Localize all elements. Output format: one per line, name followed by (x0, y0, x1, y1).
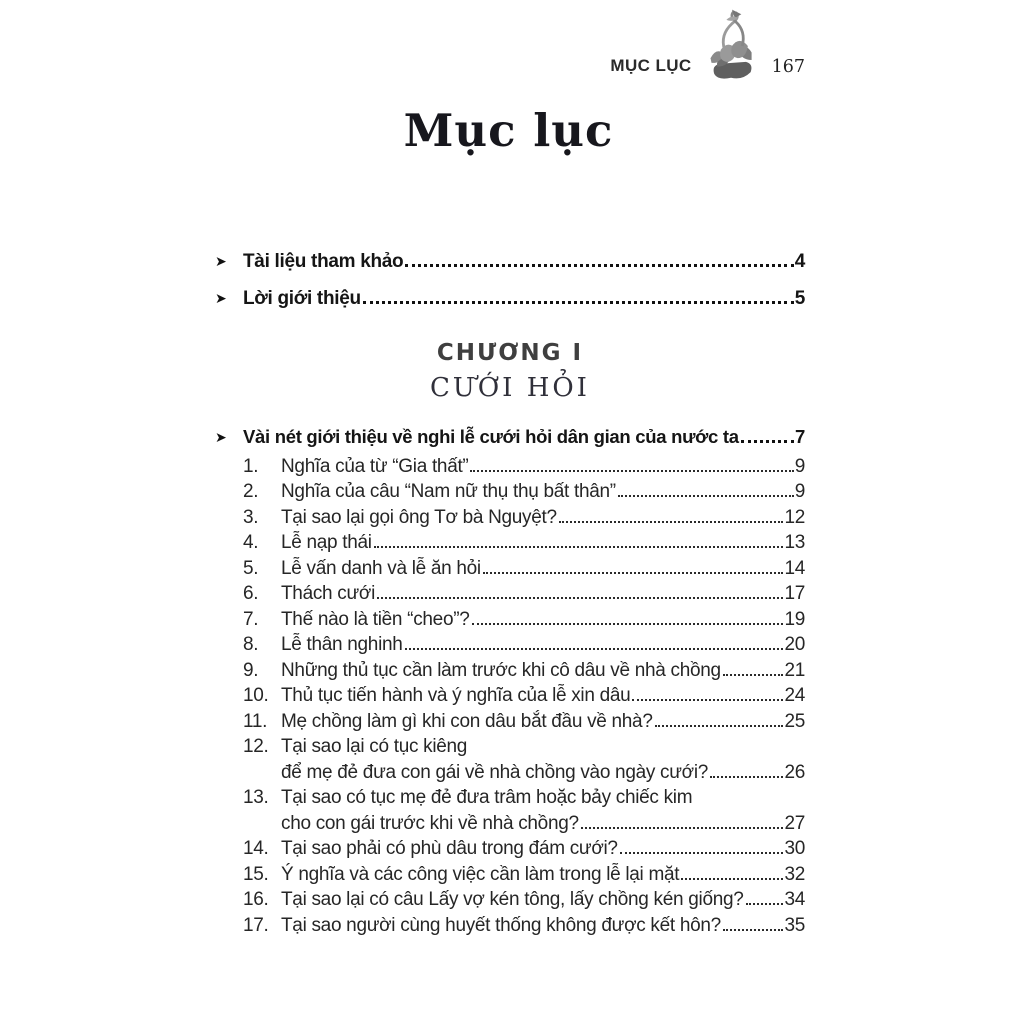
toc-item-line (215, 683, 805, 709)
item-label: Ý nghĩa và các công việc cần làm trong lễ lại mặt (281, 863, 680, 885)
item-number: 12. (243, 736, 269, 758)
toc-item (215, 556, 805, 582)
toc-item-line (215, 479, 805, 505)
item-number: 9. (243, 659, 259, 681)
item-label: để mẹ đẻ đưa con gái về nhà chồng vào ngày cưới? (281, 761, 709, 783)
dot-leader (723, 929, 784, 931)
item-number: 10. (243, 685, 269, 707)
item-page: 19 (784, 608, 805, 630)
item-label: Thủ tục tiến hành và ý nghĩa của lễ xin dâu (281, 685, 631, 707)
dot-leader (746, 903, 784, 905)
dot-leader (483, 572, 784, 574)
item-number: 11. (243, 710, 268, 732)
toc-item (215, 530, 805, 556)
front-entry-label: Lời giới thiệu (243, 288, 361, 309)
toc-item (215, 658, 805, 684)
item-number: 13. (243, 787, 269, 809)
item-label: Nghĩa của câu “Nam nữ thụ thụ bất thân” (281, 481, 616, 503)
item-page: 13 (784, 532, 805, 554)
item-number: 6. (243, 583, 259, 605)
item-page: 32 (784, 863, 805, 885)
toc-item-line (215, 530, 805, 556)
item-label: Nghĩa của từ “Gia thất” (281, 455, 469, 477)
item-label: Tại sao phải có phù dâu trong đám cưới? (281, 838, 618, 860)
item-label: Thế nào là tiền “cheo”? (281, 608, 470, 630)
item-page: 9 (794, 455, 805, 477)
item-label: Tại sao lại có tục kiêng (281, 736, 468, 758)
item-number: 8. (243, 634, 259, 656)
item-page: 9 (794, 481, 805, 503)
toc-item (215, 581, 805, 607)
item-page: 35 (784, 914, 805, 936)
item-number: 15. (243, 863, 269, 885)
section-heading-label: Vài nét giới thiệu về nghi lễ cưới hỏi dân gian của nước ta (243, 425, 739, 447)
toc-item (215, 454, 805, 480)
front-entry (215, 287, 805, 311)
item-page: 34 (784, 889, 805, 911)
item-number: 2. (243, 481, 259, 503)
item-page: 26 (784, 761, 805, 783)
arrow-bullet-icon: ➤ (215, 428, 227, 445)
crane-emblem-icon (704, 8, 760, 84)
toc-item-line (215, 785, 805, 811)
toc-item (215, 734, 805, 785)
item-page: 12 (784, 506, 805, 528)
toc-item-line (215, 581, 805, 607)
toc-item (215, 887, 805, 913)
toc-item-line (215, 811, 805, 837)
item-page: 14 (784, 557, 805, 579)
item-number: 3. (243, 506, 259, 528)
dot-leader (405, 648, 784, 650)
item-number: 17. (243, 914, 269, 936)
toc-item (215, 836, 805, 862)
table-of-contents (215, 250, 805, 938)
chapter-title: CƯỚI HỎI (430, 373, 590, 404)
item-number: 5. (243, 557, 259, 579)
item-label: Tại sao người cùng huyết thống không được kết hôn? (281, 914, 721, 936)
toc-item-line (215, 607, 805, 633)
dot-leader (655, 725, 784, 727)
dot-leader (470, 470, 793, 472)
toc-item (215, 479, 805, 505)
item-label: Mẹ chồng làm gì khi con dâu bắt đầu về nhà? (281, 710, 653, 732)
dot-leader (405, 264, 793, 267)
toc-item-line (215, 862, 805, 888)
toc-item-line (215, 505, 805, 531)
item-page: 17 (784, 583, 805, 605)
toc-item-line (215, 760, 805, 786)
toc-item (215, 632, 805, 658)
toc-item (215, 862, 805, 888)
dot-leader (710, 776, 783, 778)
item-number: 16. (243, 889, 269, 911)
toc-item-line (215, 454, 805, 480)
dot-leader (472, 623, 784, 625)
chapter-heading (215, 341, 805, 403)
item-page: 30 (784, 838, 805, 860)
arrow-bullet-icon: ➤ (215, 253, 227, 269)
item-label: Lễ vấn danh và lễ ăn hỏi (281, 557, 481, 579)
front-entry-page: 5 (794, 288, 805, 309)
toc-item-line (215, 887, 805, 913)
running-header (610, 8, 805, 84)
item-label: Thách cưới (281, 583, 375, 605)
item-label: Những thủ tục cần làm trước khi cô dâu về nhà chồng (281, 659, 721, 681)
dot-leader (559, 521, 784, 523)
item-page: 24 (784, 685, 805, 707)
item-label: Tại sao lại có câu Lấy vợ kén tông, lấy chồng kén giống? (281, 889, 744, 911)
toc-item-line (215, 658, 805, 684)
front-entry-page: 4 (794, 251, 805, 272)
toc-item (215, 913, 805, 939)
dot-leader (363, 301, 794, 304)
toc-item-line (215, 632, 805, 658)
item-label: Tại sao có tục mẹ đẻ đưa trâm hoặc bảy chiếc kim (281, 787, 693, 809)
dot-leader (723, 674, 784, 676)
page-title: Mục lục (403, 104, 614, 157)
front-entries (215, 250, 805, 311)
toc-list (215, 454, 805, 939)
toc-item-line (215, 734, 805, 760)
item-page: 27 (784, 812, 805, 834)
toc-item (215, 785, 805, 836)
item-page: 25 (784, 710, 805, 732)
toc-item (215, 505, 805, 531)
toc-item-line (215, 913, 805, 939)
toc-item (215, 683, 805, 709)
dot-leader (374, 546, 784, 548)
toc-item (215, 709, 805, 735)
front-entry (215, 250, 805, 274)
item-number: 14. (243, 838, 269, 860)
toc-item-line (215, 836, 805, 862)
dot-leader (632, 699, 783, 701)
item-label: cho con gái trước khi về nhà chồng? (281, 812, 579, 834)
section-heading (215, 425, 805, 450)
item-label: Lễ nạp thái (281, 532, 372, 554)
page-number: 167 (771, 57, 805, 77)
toc-item-line (215, 556, 805, 582)
running-header-label: MỤC LỤC (610, 56, 692, 75)
item-number: 4. (243, 532, 259, 554)
item-number: 7. (243, 608, 259, 630)
section-heading-page: 7 (795, 425, 805, 447)
toc-item (215, 607, 805, 633)
dot-leader (581, 827, 784, 829)
dot-leader (620, 852, 784, 854)
item-page: 20 (784, 634, 805, 656)
toc-item-line (215, 709, 805, 735)
dot-leader (377, 597, 783, 599)
item-label: Tại sao lại gọi ông Tơ bà Nguyệt? (281, 506, 557, 528)
arrow-bullet-icon: ➤ (215, 290, 227, 306)
item-label: Lễ thân nghinh (281, 634, 403, 656)
item-page: 21 (784, 659, 805, 681)
item-number: 1. (243, 455, 259, 477)
dot-leader (681, 878, 783, 880)
front-entry-label: Tài liệu tham khảo (243, 251, 404, 272)
dot-leader (618, 495, 794, 497)
dot-leader (741, 440, 794, 443)
chapter-label: CHƯƠNG I (436, 340, 584, 366)
